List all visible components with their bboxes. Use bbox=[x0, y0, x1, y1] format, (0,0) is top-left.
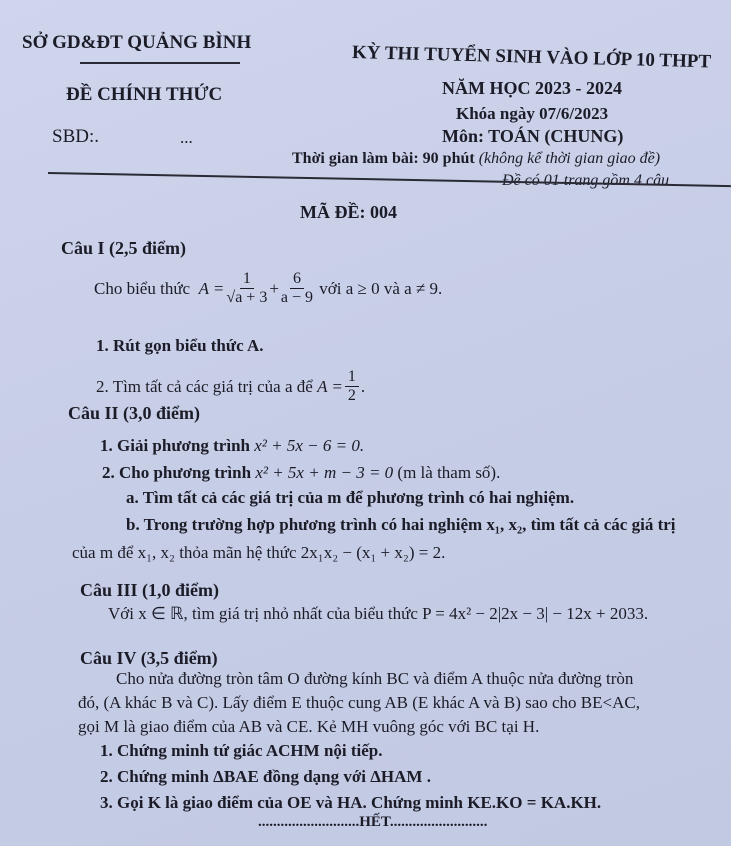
q1-lhs: A = bbox=[198, 278, 225, 298]
q1-f2-num: 6 bbox=[290, 270, 304, 289]
q1-plus: + bbox=[269, 278, 279, 298]
q1-p2-num: 1 bbox=[345, 368, 359, 387]
q2-p1-eq: x² + 5x − 6 = 0. bbox=[254, 436, 365, 455]
q1-condition: với a ≥ 0 và a ≠ 9. bbox=[319, 278, 443, 298]
q4-line-3: gọi M là giao điểm của AB và CE. Kẻ MH vuông góc với BC tại H. bbox=[78, 717, 540, 736]
time-note: (không kể thời gian giao đề) bbox=[478, 150, 661, 167]
q2-part-a: a. Tìm tất cả các giá trị của m để phương trình có hai nghiệm. bbox=[126, 488, 575, 507]
sbd-dots: ... bbox=[180, 128, 193, 147]
q2-p1-text: 1. Giải phương trình bbox=[100, 436, 250, 455]
q2-part-2 bbox=[102, 463, 500, 483]
q2-part-b-cont: của m để x₁, x₂ thỏa mãn hệ thức 2x₁x₂ − (x₁ + x₂) = 2. bbox=[72, 543, 446, 562]
q1-fraction-1 bbox=[226, 270, 267, 307]
q4-part-3: 3. Gọi K là giao điểm của OE và HA. Chứng minh KE.KO = KA.KH. bbox=[100, 793, 602, 812]
school-year: NĂM HỌC 2023 - 2024 bbox=[442, 78, 622, 98]
q1-part-2 bbox=[96, 368, 365, 405]
q2-part-1 bbox=[100, 436, 364, 456]
q1-fraction-2 bbox=[281, 270, 313, 307]
q3-title: Câu III (1,0 điểm) bbox=[80, 580, 220, 600]
q1-part-1: 1. Rút gọn biểu thức A. bbox=[96, 336, 264, 355]
q1-p2-fraction bbox=[345, 368, 359, 405]
q2-p2-note: (m là tham số). bbox=[397, 463, 501, 482]
pages-note: Đề có 01 trang gồm 4 câu bbox=[502, 172, 670, 189]
subject: Môn: TOÁN (CHUNG) bbox=[442, 126, 624, 146]
q4-line-1: Cho nửa đường tròn tâm O đường kính BC và điểm A thuộc nửa đường tròn bbox=[116, 669, 634, 688]
q1-p2-end: . bbox=[360, 376, 366, 396]
q4-title: Câu IV (3,5 điểm) bbox=[80, 648, 218, 668]
sbd-label: SBD:. bbox=[52, 126, 99, 147]
q2-p2-eq: x² + 5x + m − 3 = 0 bbox=[255, 463, 394, 482]
q4-part-2: 2. Chứng minh ΔBAE đồng dạng với ΔHAM . bbox=[100, 767, 431, 786]
time-label: Thời gian làm bài: 90 phút bbox=[292, 150, 475, 167]
q1-intro: Cho biểu thức bbox=[94, 278, 191, 298]
q1-f1-num: 1 bbox=[240, 270, 254, 289]
q4-part-1: 1. Chứng minh tứ giác ACHM nội tiếp. bbox=[100, 741, 383, 760]
q4-line-2: đó, (A khác B và C). Lấy điểm E thuộc cung AB (E khác A và B) sao cho BE<AC, bbox=[78, 693, 640, 712]
q1-title: Câu I (2,5 điểm) bbox=[61, 238, 186, 258]
q2-title: Câu II (3,0 điểm) bbox=[68, 403, 201, 423]
q1-expression bbox=[94, 270, 442, 307]
exam-title: KỲ THI TUYỂN SINH VÀO LỚP 10 THPT bbox=[351, 42, 712, 73]
exam-date: Khóa ngày 07/6/2023 bbox=[456, 104, 609, 123]
time-line bbox=[292, 150, 660, 168]
q2-part-b: b. Trong trường hợp phương trình có hai nghiệm x₁, x₂, tìm tất cả các giá trị bbox=[126, 515, 676, 534]
q3-text: Với x ∈ ℝ, tìm giá trị nhỏ nhất của biểu thức P = 4x² − 2|2x − 3| − 12x + 2033. bbox=[108, 604, 649, 623]
header-underline bbox=[80, 62, 240, 64]
q1-p2-den: 2 bbox=[347, 387, 356, 404]
department-name: SỞ GD&ĐT QUẢNG BÌNH bbox=[22, 32, 252, 53]
official-label: ĐỀ CHÍNH THỨC bbox=[66, 84, 223, 105]
exam-code: MÃ ĐỀ: 004 bbox=[300, 202, 397, 222]
q2-p2-text: 2. Cho phương trình bbox=[102, 463, 252, 482]
q1-f1-den: √a + 3 bbox=[226, 289, 268, 306]
q1-p2-lhs: A = bbox=[317, 376, 343, 396]
q1-f2-den: a − 9 bbox=[280, 289, 314, 306]
q1-p2-text: 2. Tìm tất cả các giá trị của a để bbox=[96, 376, 313, 396]
end-marker: ...........................HẾT.......................... bbox=[258, 814, 488, 830]
